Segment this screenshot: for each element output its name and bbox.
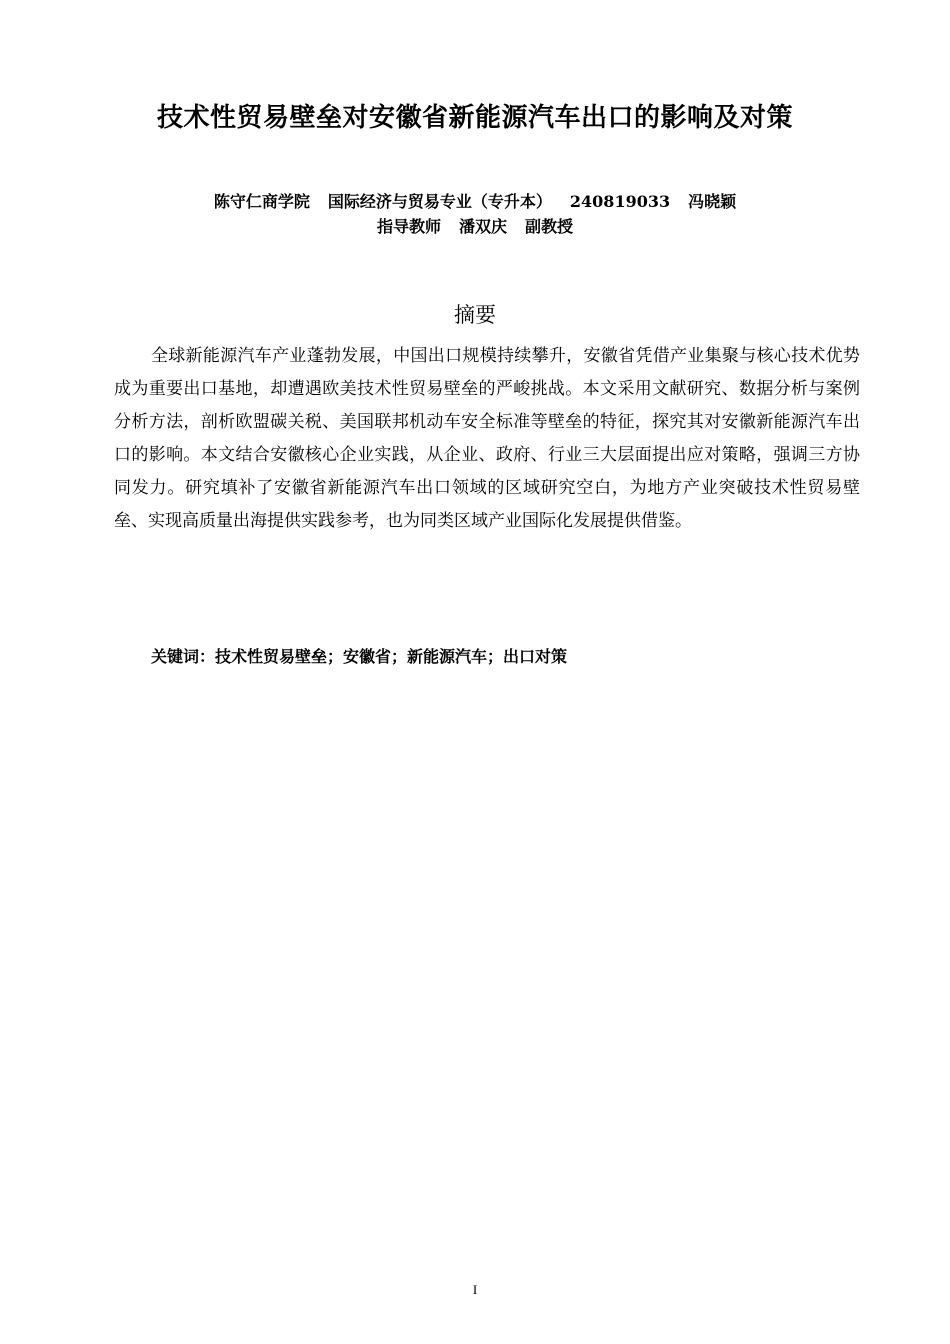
paper-title: 技术性贸易壁垒对安徽省新能源汽车出口的影响及对策 [156,103,793,133]
abstract-heading: 摘要 [454,303,496,327]
author-info [0,190,950,214]
page-number: I [472,1282,478,1297]
author-name: 冯晓颖 [688,192,737,211]
advisor-label: 指导教师 [376,217,441,236]
abstract-body: 全球新能源汽车产业蓬勃发展，中国出口规模持续攀升，安徽省凭借产业集聚与核心技术优势成为重要出口基地，却遭遇欧美技术性贸易壁垒的严峻挑战。本文采用文献研究、数据分析与案例分析方法，剖析欧盟碳关税、美国联邦机动车安全标准等壁垒的特征，探究其对安徽新能源汽车出口的影响。本文结合安徽核心企业实践，从企业、政府、行业三大层面提出应对策略，强调三方协同发力。研究填补了安徽省新能源汽车出口领域的区域研究空白，为地方产业突破技术性贸易壁垒、实现高质量出海提供实践参考，也为同类区域产业国际化发展提供借鉴。 [114,346,860,531]
advisor-info [0,215,950,239]
college-name: 陈守仁商学院 [213,192,310,211]
student-id: 240819033 [569,192,671,211]
keywords-line: 关键词：技术性贸易壁垒；安徽省；新能源汽车；出口对策 [151,647,568,666]
major-name: 国际经济与贸易专业（专升本） [327,192,552,211]
advisor-rank: 副教授 [525,217,574,236]
advisor-name: 潘双庆 [458,217,507,236]
